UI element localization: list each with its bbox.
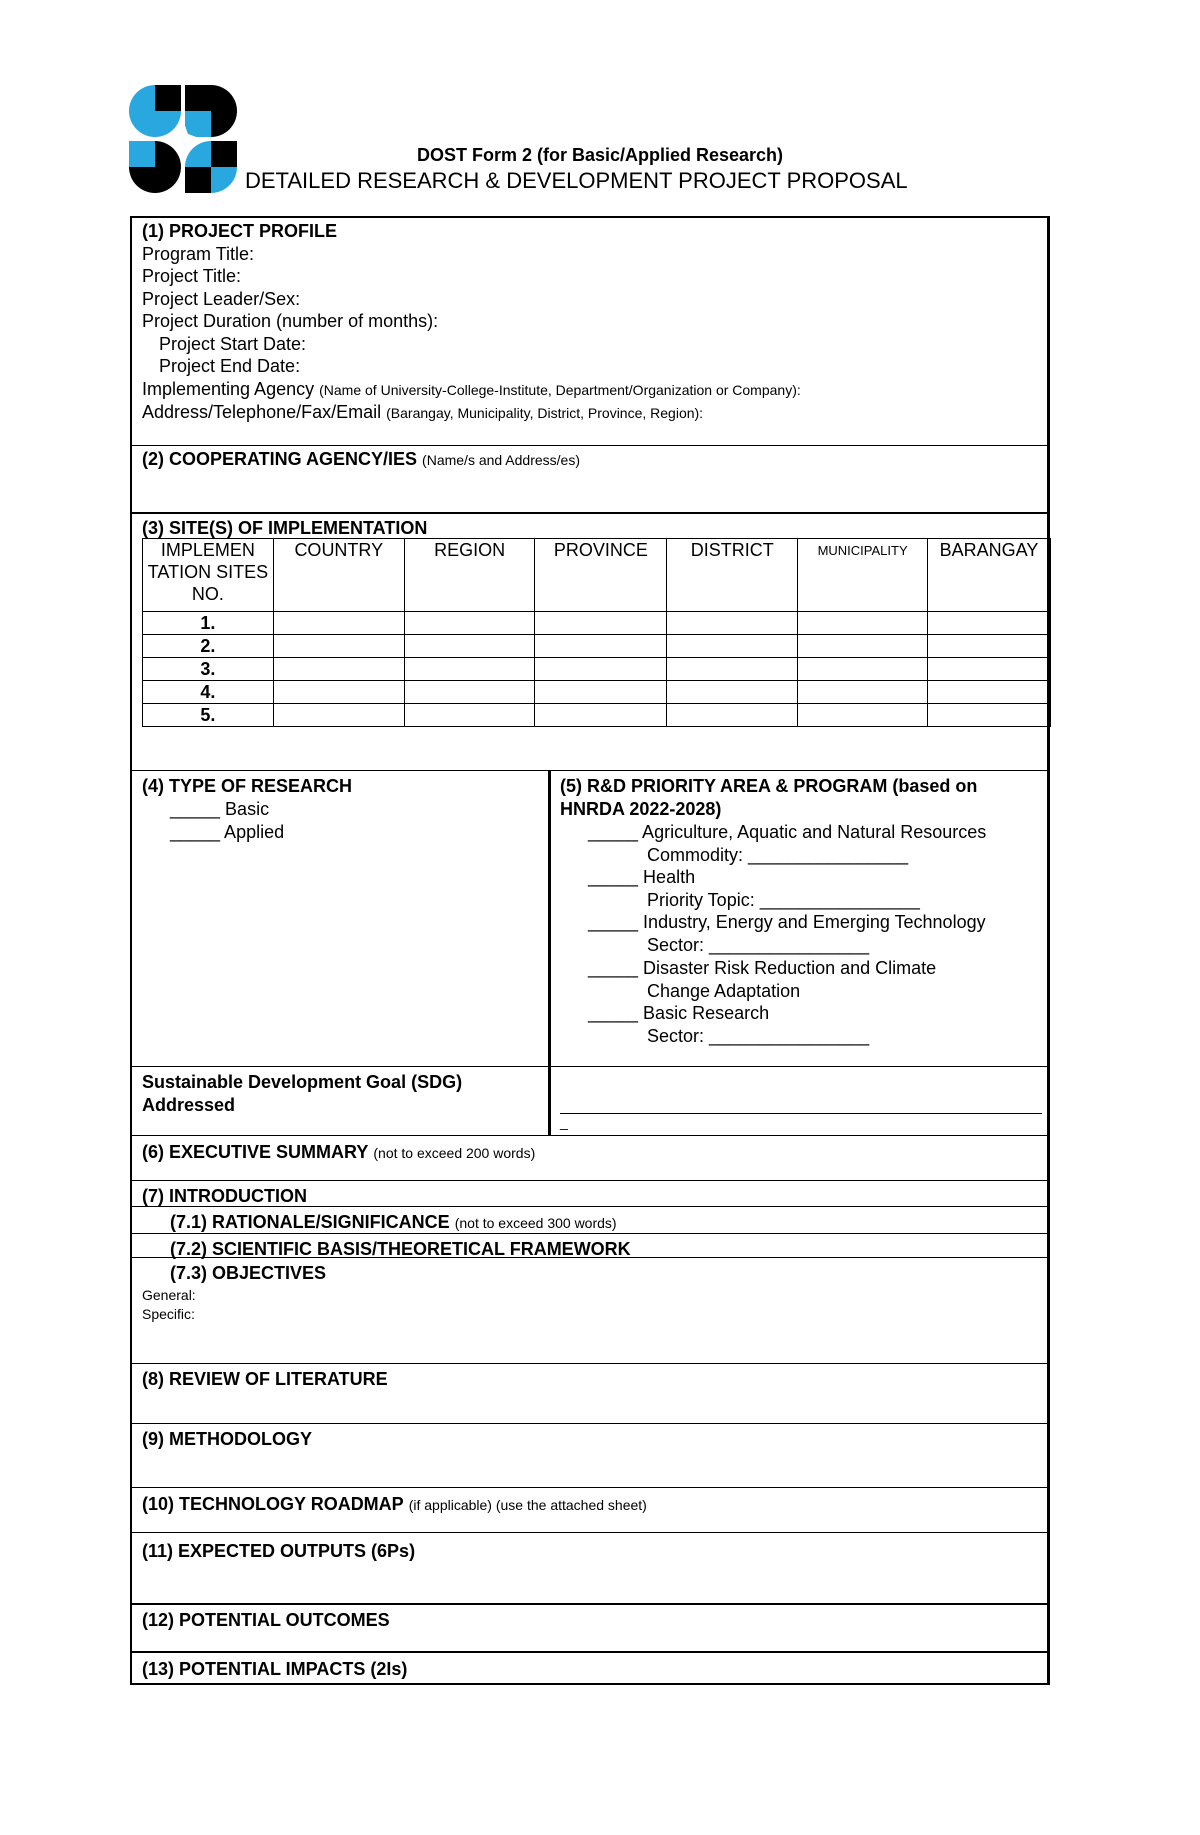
table-row — [143, 681, 1051, 704]
table-cell[interactable] — [798, 658, 928, 681]
divider — [130, 770, 1050, 771]
address-label: Address/Telephone/Fax/Email — [142, 402, 382, 422]
dost-logo — [128, 84, 238, 194]
divider — [130, 512, 1050, 514]
cooperating-heading: (2) COOPERATING AGENCY/IES — [142, 449, 418, 469]
sdg-blank-line[interactable] — [560, 1113, 1042, 1114]
table-row — [143, 658, 1051, 681]
divider — [130, 1487, 1050, 1488]
address-note: (Barangay, Municipality, District, Province, Region): — [386, 405, 704, 421]
table-cell[interactable] — [273, 658, 404, 681]
table-cell[interactable] — [273, 681, 404, 704]
project-leader-field: Project Leader/Sex: — [142, 289, 301, 309]
section-impacts: (13) POTENTIAL IMPACTS (2Is) — [142, 1659, 408, 1679]
section-project-profile: (1) PROJECT PROFILE — [142, 221, 338, 241]
section-roadmap — [142, 1493, 647, 1516]
divider — [130, 1135, 1050, 1136]
cooperating-note: (Name/s and Address/es) — [422, 452, 581, 468]
table-cell[interactable] — [928, 612, 1051, 635]
table-cell[interactable] — [667, 704, 798, 727]
column-header: IMPLEMEN TATION SITES NO. — [143, 539, 274, 612]
table-cell[interactable] — [535, 658, 667, 681]
section-cooperating — [142, 448, 580, 471]
rationale-heading: (7.1) RATIONALE/SIGNIFICANCE — [170, 1212, 450, 1232]
project-title-field: Project Title: — [142, 266, 242, 286]
section-executive-summary — [142, 1141, 535, 1164]
priority-option-industry[interactable]: _____ Industry, Energy and Emerging Technology — [588, 912, 986, 932]
site-number: 4. — [143, 681, 274, 704]
executive-summary-note: (not to exceed 200 words) — [373, 1145, 536, 1161]
form-frame — [130, 216, 1050, 1685]
section-priority-heading-2: HNRDA 2022-2028) — [560, 799, 722, 819]
priority-option-basic[interactable]: _____ Basic Research — [588, 1003, 770, 1023]
table-cell[interactable] — [667, 612, 798, 635]
sdg-label-2: Addressed — [142, 1095, 236, 1115]
priority-option-health[interactable]: _____ Health — [588, 867, 696, 887]
site-number: 1. — [143, 612, 274, 635]
table-cell[interactable] — [667, 635, 798, 658]
table-cell[interactable] — [535, 612, 667, 635]
form-name: DOST Form 2 (for Basic/Applied Research) — [416, 145, 784, 165]
site-number: 5. — [143, 704, 274, 727]
section-introduction: (7) INTRODUCTION — [142, 1186, 307, 1206]
table-cell[interactable] — [273, 704, 404, 727]
executive-summary-heading: (6) EXECUTIVE SUMMARY — [142, 1142, 369, 1162]
table-cell[interactable] — [535, 704, 667, 727]
start-date-field: Project Start Date: — [159, 334, 307, 354]
divider — [130, 1603, 1050, 1605]
column-header: COUNTRY — [273, 539, 404, 612]
sites-header-row — [143, 539, 1051, 612]
table-cell[interactable] — [928, 635, 1051, 658]
table-cell[interactable] — [798, 681, 928, 704]
subsection-objectives: (7.3) OBJECTIVES — [170, 1263, 327, 1283]
table-cell[interactable] — [404, 681, 535, 704]
table-cell[interactable] — [404, 704, 535, 727]
column-header: MUNICIPALITY — [798, 539, 928, 612]
column-header: DISTRICT — [667, 539, 798, 612]
table-cell[interactable] — [928, 681, 1051, 704]
table-cell[interactable] — [273, 635, 404, 658]
divider — [130, 1066, 1050, 1067]
end-date-field: Project End Date: — [159, 356, 301, 376]
table-row — [143, 612, 1051, 635]
sector-field[interactable]: Sector: ________________ — [647, 935, 870, 955]
sites-table — [142, 538, 1051, 727]
section-priority-heading: (5) R&D PRIORITY AREA & PROGRAM (based on — [560, 776, 978, 796]
priority-option-disaster-cont: Change Adaptation — [647, 981, 801, 1001]
priority-topic-field[interactable]: Priority Topic: ________________ — [647, 890, 920, 910]
priority-option-agriculture[interactable]: _____ Agriculture, Aquatic and Natural Resources — [588, 822, 987, 842]
section-research-type: (4) TYPE OF RESEARCH — [142, 776, 353, 796]
subsection-scientific-basis: (7.2) SCIENTIFIC BASIS/THEORETICAL FRAMEWORK — [170, 1239, 631, 1259]
table-row — [143, 635, 1051, 658]
table-cell[interactable] — [273, 612, 404, 635]
section-outcomes: (12) POTENTIAL OUTCOMES — [142, 1610, 390, 1630]
divider — [130, 1180, 1050, 1181]
table-cell[interactable] — [667, 658, 798, 681]
site-number: 2. — [143, 635, 274, 658]
table-cell[interactable] — [928, 658, 1051, 681]
divider — [130, 1651, 1050, 1653]
column-divider — [548, 770, 551, 1136]
site-number: 3. — [143, 658, 274, 681]
column-header: BARANGAY — [928, 539, 1051, 612]
implementing-agency-field — [142, 378, 801, 401]
table-cell[interactable] — [798, 635, 928, 658]
table-row — [143, 704, 1051, 727]
section-sites: (3) SITE(S) OF IMPLEMENTATION — [142, 518, 428, 538]
divider — [130, 1423, 1050, 1424]
roadmap-heading: (10) TECHNOLOGY ROADMAP — [142, 1494, 404, 1514]
table-cell[interactable] — [667, 681, 798, 704]
commodity-field[interactable]: Commodity: ________________ — [647, 845, 909, 865]
roadmap-note: (if applicable) (use the attached sheet) — [408, 1497, 647, 1513]
page-title: DETAILED RESEARCH & DEVELOPMENT PROJECT PROPOSAL — [245, 168, 908, 193]
research-option-basic[interactable]: _____ Basic — [170, 799, 270, 819]
agency-label: Implementing Agency — [142, 379, 315, 399]
table-cell[interactable] — [404, 635, 535, 658]
table-cell[interactable] — [535, 681, 667, 704]
divider — [130, 1363, 1050, 1364]
table-cell[interactable] — [928, 704, 1051, 727]
section-methodology: (9) METHODOLOGY — [142, 1429, 312, 1449]
program-title-field: Program Title: — [142, 244, 255, 264]
agency-note: (Name of University-College-Institute, Department/Organization or Company): — [319, 382, 801, 398]
rationale-note: (not to exceed 300 words) — [454, 1215, 617, 1231]
section-outputs: (11) EXPECTED OUTPUTS (6Ps) — [142, 1541, 416, 1561]
sdg-label: Sustainable Development Goal (SDG) — [142, 1072, 463, 1092]
table-cell[interactable] — [404, 612, 535, 635]
research-option-applied[interactable]: _____ Applied — [170, 822, 285, 842]
duration-field: Project Duration (number of months): — [142, 311, 439, 331]
objectives-specific: Specific: — [142, 1306, 195, 1322]
address-field — [142, 401, 703, 424]
divider — [130, 1532, 1050, 1533]
objectives-general: General: — [142, 1287, 196, 1303]
column-header: PROVINCE — [535, 539, 667, 612]
subsection-rationale — [170, 1211, 617, 1234]
priority-option-disaster[interactable]: _____ Disaster Risk Reduction and Climate — [588, 958, 937, 978]
sdg-blank-tail: _ — [560, 1114, 568, 1130]
divider — [130, 445, 1050, 446]
column-header: REGION — [404, 539, 535, 612]
table-cell[interactable] — [535, 635, 667, 658]
section-literature: (8) REVIEW OF LITERATURE — [142, 1369, 388, 1389]
table-cell[interactable] — [798, 612, 928, 635]
table-cell[interactable] — [404, 658, 535, 681]
table-cell[interactable] — [798, 704, 928, 727]
basic-sector-field[interactable]: Sector: ________________ — [647, 1026, 870, 1046]
